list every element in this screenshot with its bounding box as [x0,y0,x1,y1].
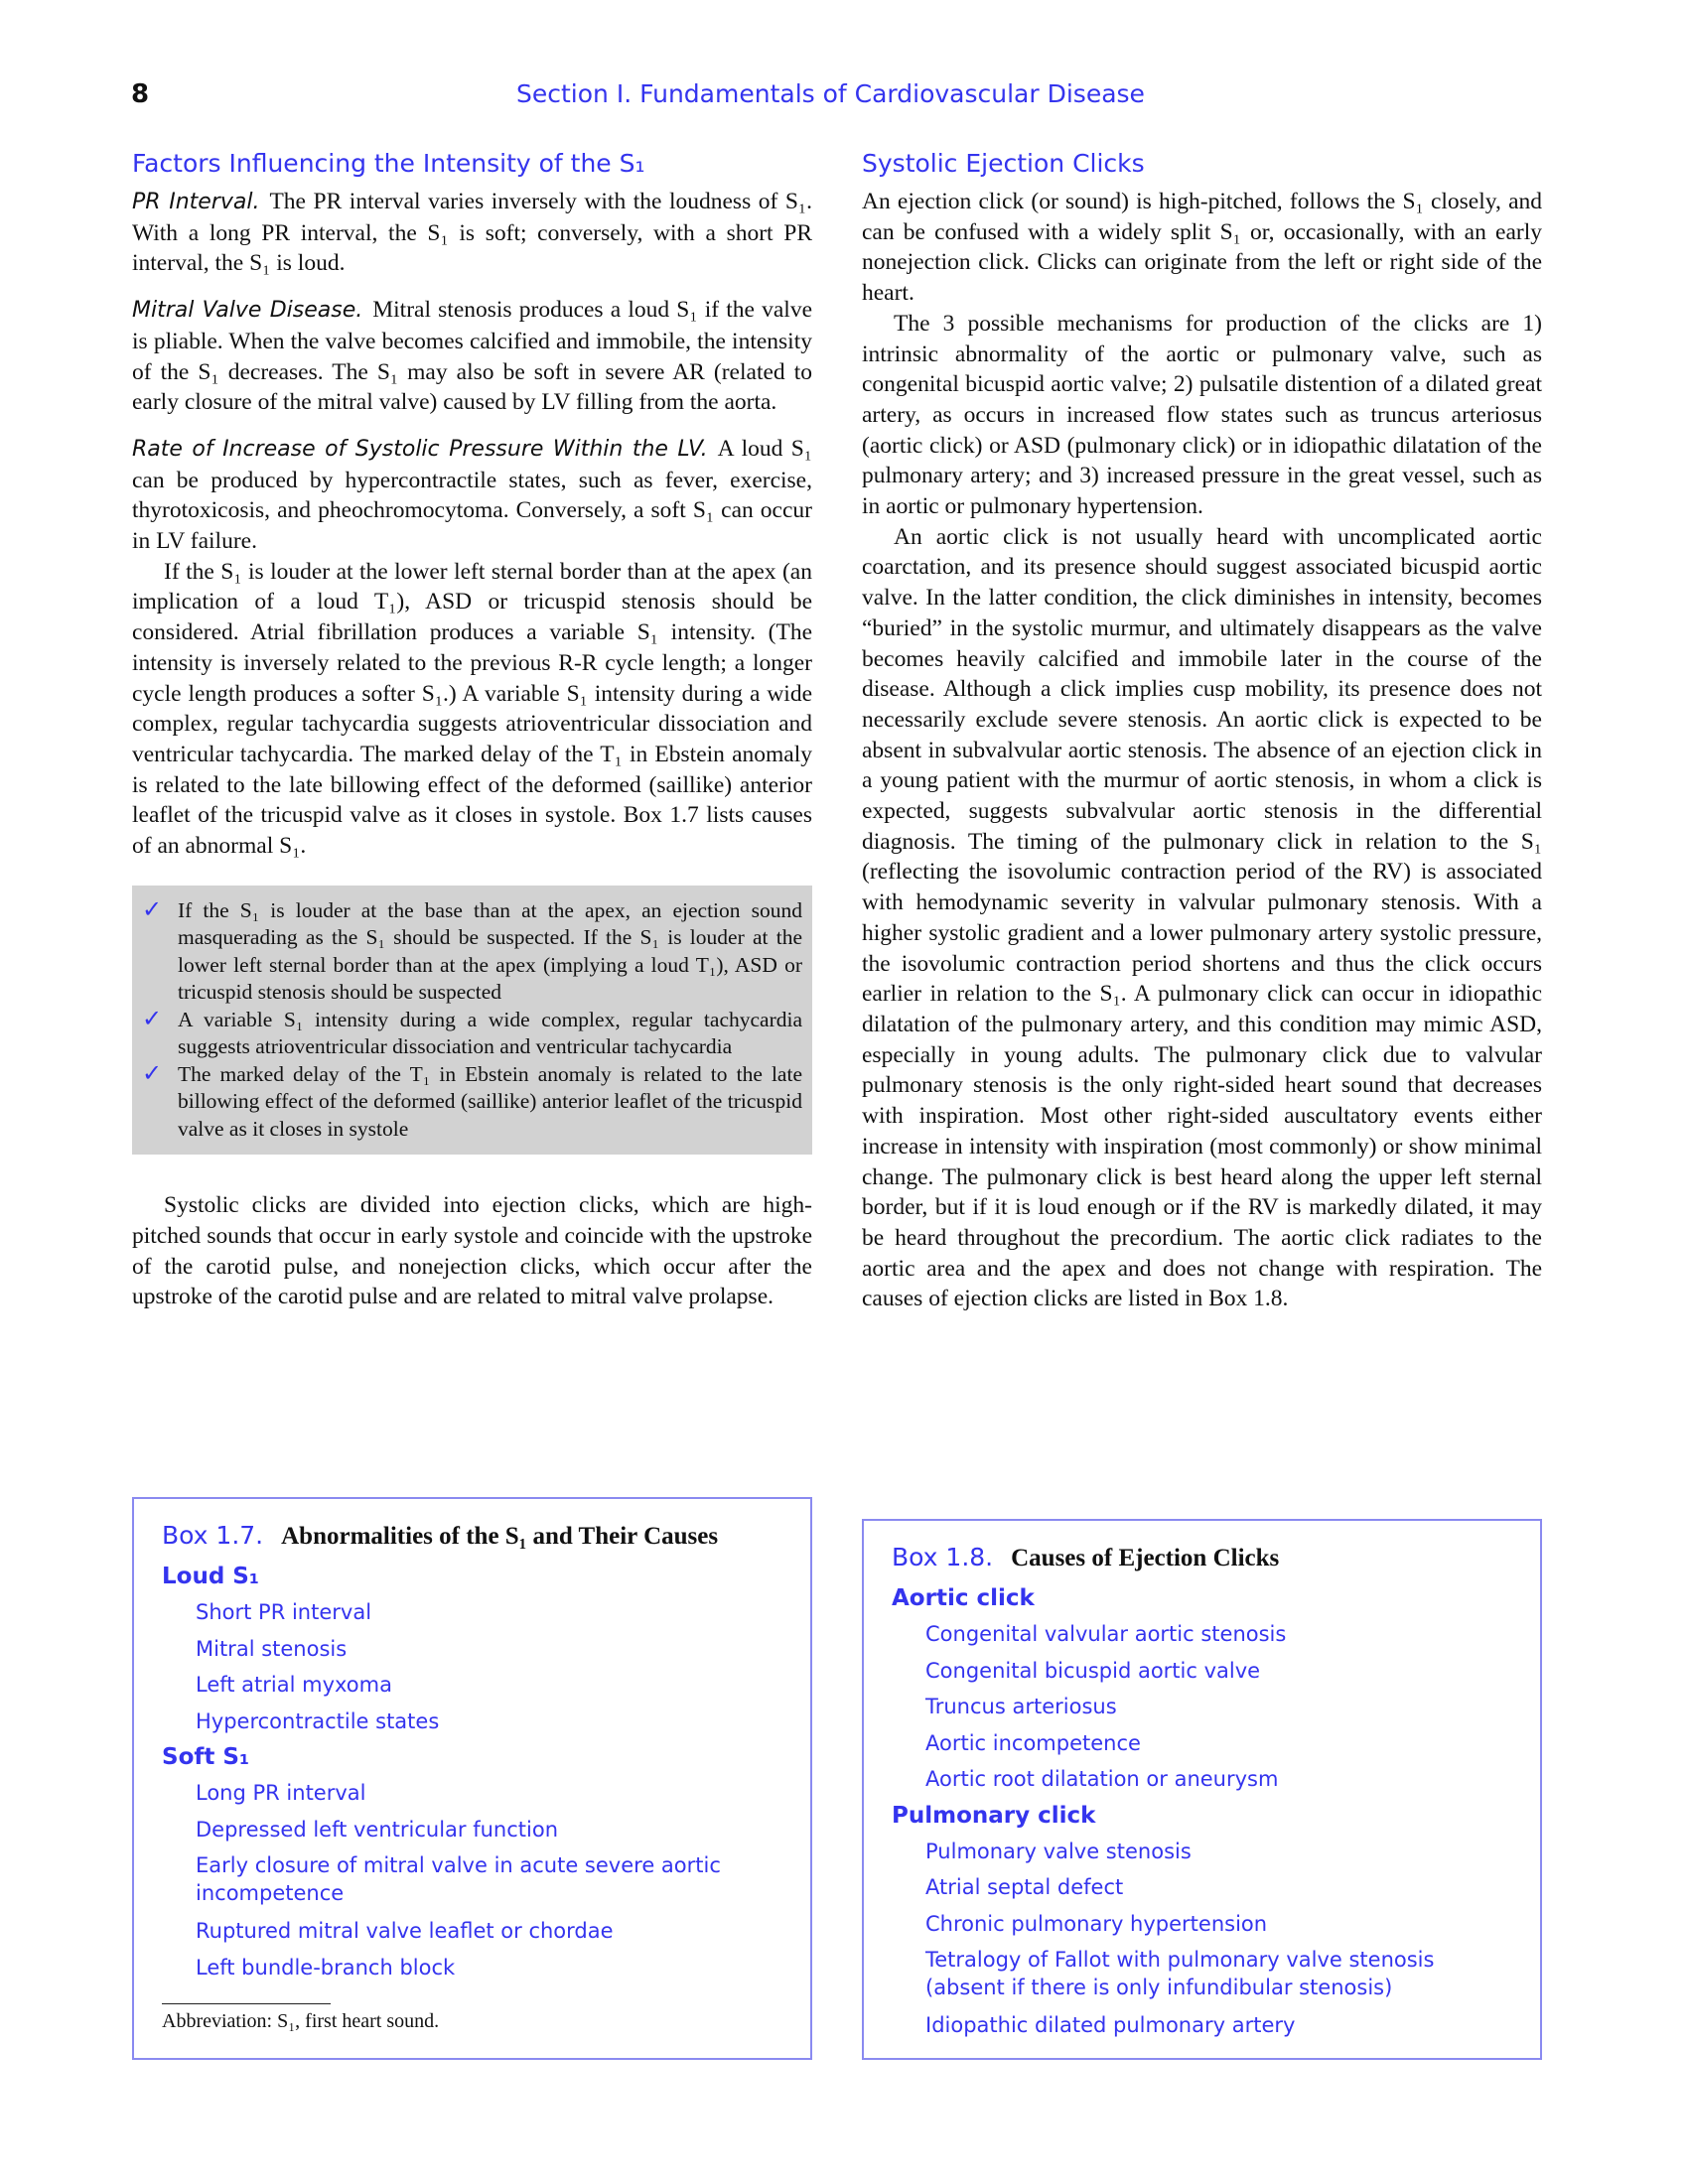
right-column [862,147,1542,1314]
category-aortic: Aortic click [892,1585,1035,1611]
list-item: Left bundle-branch block [196,1955,456,1979]
list-item: Chronic pulmonary hypertension [925,1911,1268,1936]
category-pulmonary: Pulmonary click [892,1802,1096,1829]
paragraph-text: The PR interval varies inversely with the loudness of S₁. With a long PR interval, the S₁ is soft; conversely, with a short PR interval, the S₁ is loud. [132,189,812,277]
key-point-text: A variable S₁ intensity during a wide complex, regular tachycardia suggests atrioventricular dissociation and ventricular tachycardia [178,1007,802,1059]
paragraph: An aortic click is not usually heard with uncomplicated aortic coarctation, and its presence should suggest associated bicuspid aortic valve. In the latter condition, the click diminishes in intensity, becomes “buried” in the systolic murmur, and ultimately disappears as the valve becomes heavily calcified and immobile later in the course of the disease. Although a click implies cusp mobility, its presence does not necessarily exclude severe stenosis. An aortic click is expected to be absent in subvalvular aortic stenosis. The absence of an ejection click in a young patient with the murmur of aortic stenosis, in whom a click is expected, suggests subvalvular aortic stenosis in the differential diagnosis. The timing of the pulmonary click in relation to the S₁ (reflecting the isovolumic contraction period of the RV) is associated with hemodynamic severity in valvular pulmonary stenosis. With a higher systolic gradient and a lower pulmonary artery systolic pressure, the isovolumic contraction period shortens and thus the click occurs earlier in relation to the S₁. A pulmonary click can occur in idiopathic dilatation of the pulmonary artery, and this condition may mimic ASD, especially in young adults. The pulmonary click due to valvular pulmonary stenosis is the only right-sided heart sound that decreases with inspiration. Most other right-sided auscultatory events either increase in intensity with inspiration (most commonly) or show minimal change. The pulmonary click is best heard along the upper left sternal border, but if it is loud enough or if the RV is markedly dilated, it may be heard throughout the precordium. The aortic click radiates to the aortic area and the apex and does not change with respiration. The causes of ejection clicks are listed in Box 1.8. [862,523,1542,1312]
list-item: Short PR interval [196,1600,372,1624]
key-point-text: The marked delay of the T₁ in Ebstein anomaly is related to the late billowing effect of the deformed (saillike) anterior leaflet of the tricuspid valve as it closes in systole [178,1061,802,1141]
paragraph: An ejection click (or sound) is high-pitched, follows the S₁ closely, and can be confused with a widely split S₁ or, occasionally, with an early nonejection click. Clicks can originate from the left or right side of the heart. [862,189,1542,307]
list-item: Depressed left ventricular function [196,1817,559,1842]
run-in-heading: Rate of Increase of Systolic Pressure Within the LV. [132,436,708,462]
checkmark-icon: ✓ [142,1006,163,1032]
list-item: Left atrial myxoma [196,1673,392,1697]
page-number: 8 [131,79,150,109]
box-title [162,1521,782,1551]
list-item: Aortic root dilatation or aneurysm [925,1767,1279,1791]
paragraph: The 3 possible mechanisms for production of the clicks are 1) intrinsic abnormality of the aortic or pulmonary valve, such as congenital bicuspid aortic valve; 2) pulsatile distention of a dilated great artery, as occurs in increased flow states such as truncus arteriosus (aortic click) or ASD (pulmonary click) or in idiopathic dilatation of the pulmonary artery; and 3) increased pressure in the great vessel, such as in aortic or pulmonary hypertension. [862,310,1542,520]
list-item: Atrial septal defect [925,1875,1124,1899]
running-title: Section I. Fundamentals of Cardiovascular Disease [516,79,1145,108]
key-point [142,1061,802,1144]
list-item: Congenital valvular aortic stenosis [925,1622,1287,1646]
list-item: Ruptured mitral valve leaflet or chordae [196,1919,614,1943]
footnote-divider [162,2003,331,2004]
list-item: Pulmonary valve stenosis [925,1839,1192,1863]
list-item: Congenital bicuspid aortic valve [925,1658,1261,1683]
paragraph-text: A loud S₁ can be produced by hypercontractile states, such as fever, exercise, thyrotoxicosis, and pheochromocytoma. Conversely, a soft S₁ can occur in LV failure. [132,435,812,555]
box-1-7 [132,1497,812,2060]
list-item: Idiopathic dilated pulmonary artery [925,2013,1296,2037]
list-item: Early closure of mitral valve in acute severe aortic incompetence [196,1853,721,1905]
box-title-text: Abnormalities of the S₁ and Their Causes [281,1523,719,1550]
list-item: Long PR interval [196,1781,366,1805]
paragraph [132,187,812,279]
box-title-text: Causes of Ejection Clicks [1011,1545,1280,1571]
run-in-heading: PR Interval. [132,190,260,214]
key-points-box [132,886,812,1156]
list-item: Mitral stenosis [196,1636,348,1661]
section-heading: Systolic Ejection Clicks [862,149,1145,178]
category-loud: Loud S₁ [162,1564,259,1589]
checkmark-icon: ✓ [142,896,163,923]
paragraph-text: Mitral stenosis produces a loud S₁ if the valve is pliable. When the valve becomes calcified and immobile, the intensity of the S₁ decreases. The S₁ may also be soft in severe AR (related to early closure of the mitral valve) caused by LV filling from the aorta. [132,297,812,416]
box-number: Box 1.7. [162,1521,264,1550]
category-soft: Soft S₁ [162,1744,250,1770]
run-in-heading: Mitral Valve Disease. [132,298,363,324]
left-column [132,147,812,1312]
box-number: Box 1.8. [892,1543,994,1571]
paragraph: If the S₁ is louder at the lower left sternal border than at the apex (an implication of a loud T₁), ASD or tricuspid stenosis should be considered. Atrial fibrillation produces a variable S₁ intensity. (The intensity is inversely related to the previous R-R cycle length; a longer cycle length produces a softer S₁.) A variable S₁ intensity during a wide complex, regular tachycardia suggests atrioventricular dissociation and ventricular tachycardia. The marked delay of the T₁ in Ebstein anomaly is related to the late billowing effect of the deformed (saillike) anterior leaflet of the tricuspid valve as it closes in systole. Box 1.7 lists causes of an abnormal S₁. [132,558,812,860]
section-heading: Factors Influencing the Intensity of the S₁ [132,149,645,178]
key-point-text: If the S₁ is louder at the base than at the apex, an ejection sound masquerading as the S₁ should be suspected. If the S₁ is louder at the lower left sternal border than at the apex (implying a loud T₁), ASD or tricuspid stenosis should be suspected [178,897,802,1005]
box-1-8 [862,1519,1542,2060]
paragraph [132,295,812,418]
list-item: Aortic incompetence [925,1730,1141,1755]
box-title [892,1543,1512,1572]
key-point [142,897,802,1007]
list-item: Tetralogy of Fallot with pulmonary valve stenosis (absent if there is only infundibular stenosis) [925,1948,1435,1999]
key-point [142,1007,802,1061]
list-item: Truncus arteriosus [925,1695,1117,1718]
paragraph: Systolic clicks are divided into ejection clicks, which are high-pitched sounds that occur in early systole and coincide with the upstroke of the carotid pulse, and nonejection clicks, which occur after the upstroke of the carotid pulse and are related to mitral valve prolapse. [132,1192,812,1310]
abbreviation-note: Abbreviation: S₁, first heart sound. [162,2010,440,2032]
checkmark-icon: ✓ [142,1060,163,1087]
list-item: Hypercontractile states [196,1708,440,1733]
paragraph [132,434,812,557]
